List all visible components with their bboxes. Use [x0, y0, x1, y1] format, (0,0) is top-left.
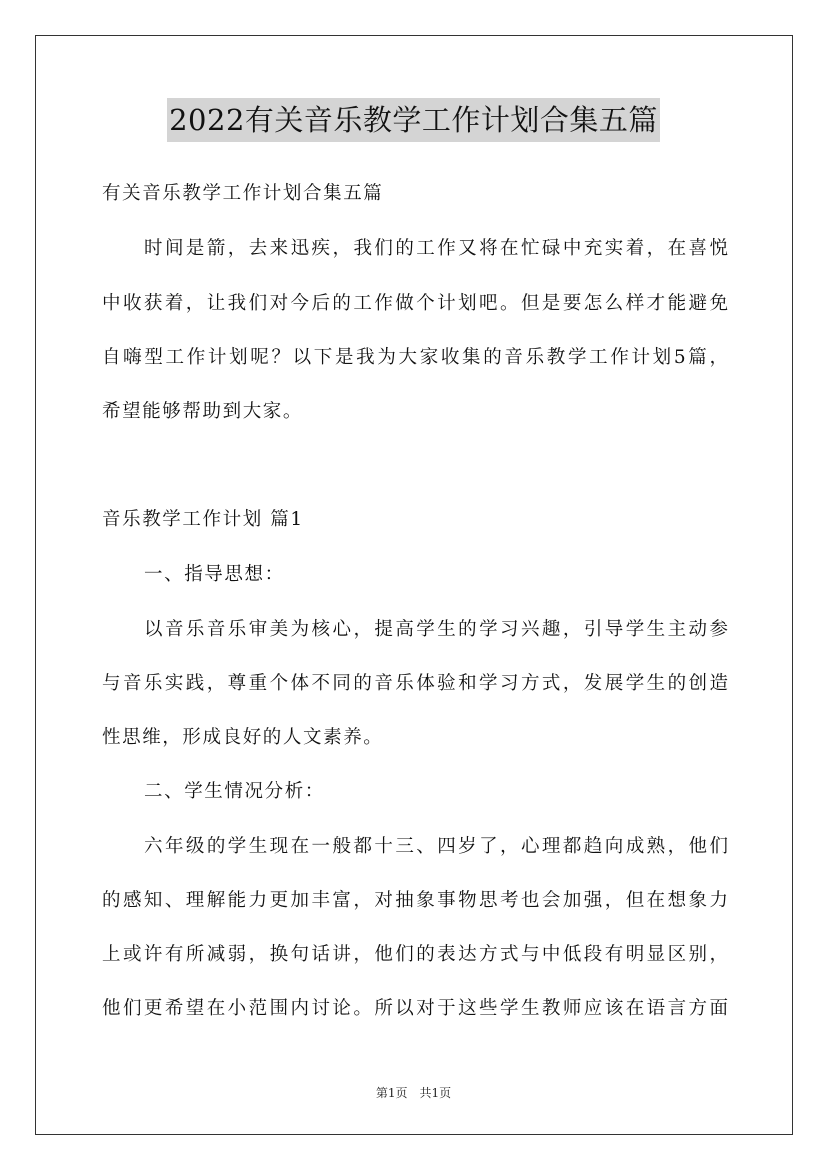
page-number: 第1页 共1页	[375, 1086, 452, 1100]
paragraph-line: 上或许有所减弱，换句话讲，他们的表达方式与中低段有明显区别，	[102, 944, 728, 965]
intro-line: 自嗨型工作计划呢？以下是我为大家收集的音乐教学工作计划5篇，	[102, 347, 728, 368]
subtitle: 有关音乐教学工作计划合集五篇	[102, 183, 384, 204]
section-heading: 音乐教学工作计划 篇1	[102, 509, 304, 530]
paragraph-line: 六年级的学生现在一般都十三、四岁了，心理都趋向成熟，他们	[144, 836, 728, 857]
paragraph-line: 性思维，形成良好的人文素养。	[102, 727, 384, 748]
heading-guiding-ideology: 一、指导思想：	[144, 564, 285, 585]
heading-student-analysis: 二、学生情况分析：	[144, 781, 325, 802]
intro-line: 希望能够帮助到大家。	[102, 401, 304, 422]
document-title: 2022有关音乐教学工作计划合集五篇	[167, 98, 660, 142]
paragraph-line: 与音乐实践，尊重个体不同的音乐体验和学习方式，发展学生的创造	[102, 673, 728, 694]
title-container	[0, 98, 827, 142]
paragraph-line: 以音乐音乐审美为核心，提高学生的学习兴趣，引导学生主动参	[144, 619, 728, 640]
paragraph-line: 他们更希望在小范围内讨论。所以对于这些学生教师应该在语言方面	[102, 998, 728, 1019]
paragraph-line: 的感知、理解能力更加丰富，对抽象事物思考也会加强，但在想象力	[102, 890, 728, 911]
intro-line: 中收获着，让我们对今后的工作做个计划吧。但是要怎么样才能避免	[102, 293, 728, 314]
intro-line: 时间是箭，去来迅疾，我们的工作又将在忙碌中充实着，在喜悦	[144, 238, 728, 259]
